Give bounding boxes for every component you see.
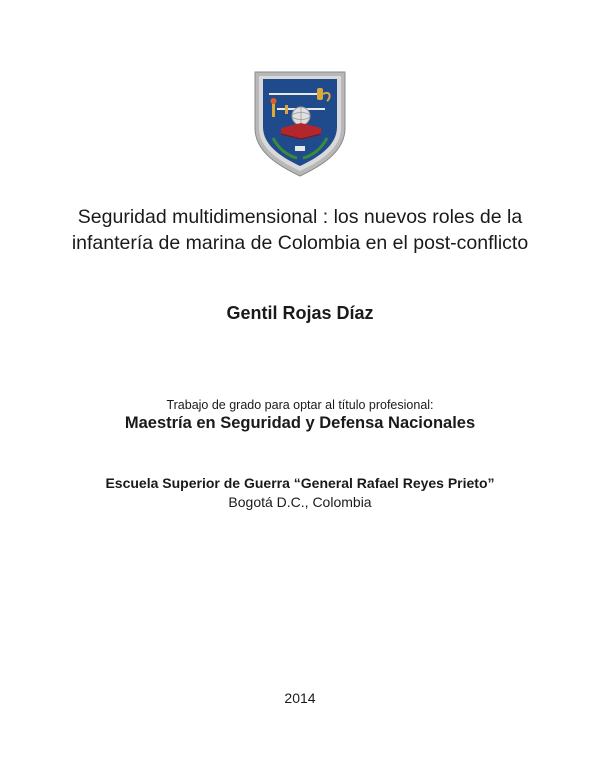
school-name: Escuela Superior de Guerra “General Rafael Reyes Prieto” bbox=[105, 475, 495, 491]
city-location: Bogotá D.C., Colombia bbox=[228, 494, 372, 510]
document-title: Seguridad multidimensional : los nuevos roles de la infantería de marina de Colombia en el post-conflicto bbox=[71, 206, 529, 254]
degree-intro: Trabajo de grado para optar al título profesional: bbox=[166, 398, 434, 412]
author-name: Gentil Rojas Díaz bbox=[226, 303, 374, 323]
publication-year: 2014 bbox=[284, 690, 316, 706]
school-crest-icon bbox=[251, 68, 349, 178]
degree-name: Maestría en Seguridad y Defensa Nacionales bbox=[124, 414, 476, 432]
